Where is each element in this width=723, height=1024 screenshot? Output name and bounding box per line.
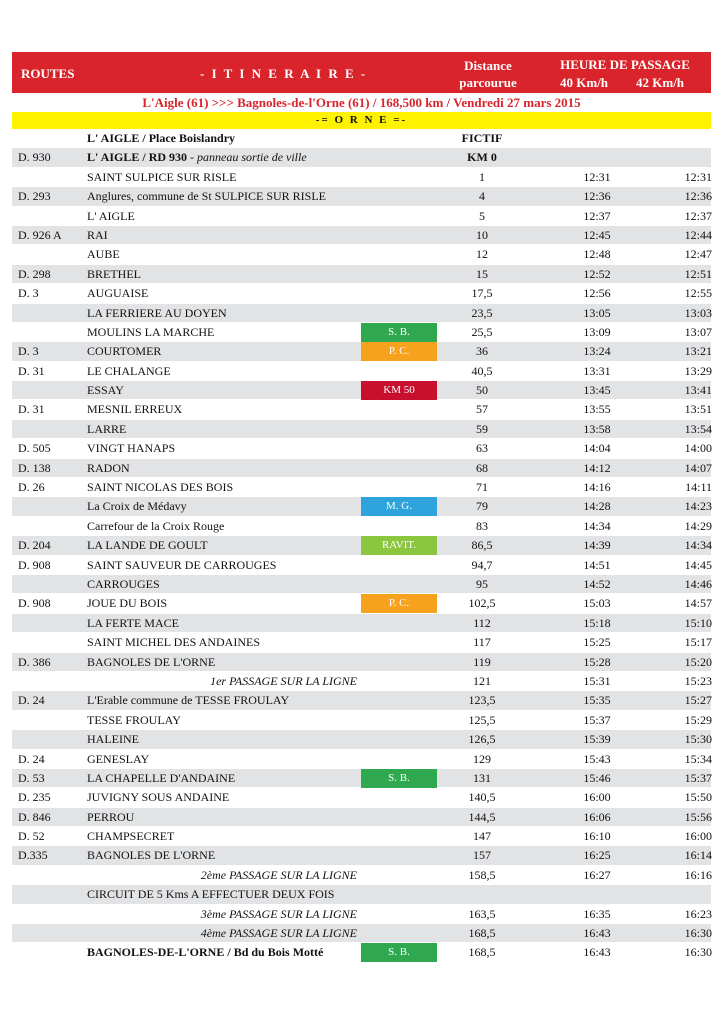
table-row [12, 439, 711, 458]
time-40-cell: 12:48 [583, 247, 611, 262]
distance-cell: 112 [473, 615, 491, 630]
place-cell: BAGNOLES-DE-L'ORNE / Bd du Bois Motté [87, 945, 324, 960]
place-cell: LE CHALANGE [87, 363, 171, 378]
time-40-cell: 15:18 [583, 615, 611, 630]
distance-cell [442, 885, 522, 904]
time-42-cell: 16:30 [684, 926, 712, 941]
header-distance: Distance [464, 58, 512, 73]
time-42-cell: 12:36 [684, 189, 712, 204]
table-row [12, 245, 711, 264]
table-row [12, 924, 711, 943]
time-40-cell [552, 885, 642, 904]
time-42-cell: 12:47 [684, 247, 712, 262]
time-42-cell [632, 148, 712, 167]
distance-cell: 83 [476, 518, 488, 533]
distance-cell: 79 [476, 499, 488, 514]
place-cell: BAGNOLES DE L'ORNE [87, 848, 216, 863]
time-42-cell: 15:10 [684, 615, 712, 630]
place-cell: COURTOMER [87, 344, 162, 359]
distance-cell: 168,5 [468, 945, 496, 960]
time-42-cell: 16:23 [684, 906, 712, 921]
time-42-cell: 15:34 [684, 751, 712, 766]
table-row [12, 750, 711, 769]
time-42-cell: 14:00 [684, 441, 712, 456]
checkpoint-badge: M. G. [361, 497, 437, 516]
place-cell: AUGUAISE [87, 286, 149, 301]
route-cell: D. 31 [18, 402, 45, 417]
place-cell: ESSAY [87, 383, 124, 398]
place-cell: VINGT HANAPS [87, 441, 176, 456]
time-40-cell: 12:52 [583, 266, 611, 281]
checkpoint-badge: S. B. [361, 323, 437, 342]
distance-cell: 95 [476, 576, 488, 591]
time-42-cell: 15:20 [684, 654, 712, 669]
time-40-cell: 14:52 [583, 576, 611, 591]
time-40-cell: 13:45 [583, 383, 611, 398]
table-row [12, 400, 711, 419]
route-cell: D. 31 [18, 363, 45, 378]
table-row [12, 168, 711, 187]
place-cell: L' AIGLE / Place Boislandry [87, 131, 236, 145]
time-42-cell: 12:51 [684, 266, 712, 281]
route-cell: D.335 [18, 848, 48, 863]
place-cell: JUVIGNY SOUS ANDAINE [87, 790, 230, 805]
distance-cell: 144,5 [468, 809, 496, 824]
table-row [12, 129, 711, 148]
time-40-cell: 16:25 [583, 848, 611, 863]
time-42-cell: 15:56 [684, 809, 712, 824]
header-parcourue: parcourue [459, 75, 517, 90]
time-40-cell: 12:31 [583, 169, 611, 184]
time-40-cell: 15:46 [583, 770, 611, 785]
table-row [12, 284, 711, 303]
table-row [12, 226, 711, 245]
time-40-cell: 14:51 [583, 557, 611, 572]
route-cell: D. 3 [18, 286, 39, 301]
route-cell: D. 204 [18, 538, 51, 553]
table-row [12, 691, 711, 710]
place-cell: 3ème PASSAGE SUR LA LIGNE [200, 906, 357, 921]
time-42-cell: 15:27 [684, 693, 712, 708]
itinerary-sheet [12, 52, 711, 963]
time-42-cell: 16:30 [684, 945, 712, 960]
table-row [12, 788, 711, 807]
distance-cell: 50 [476, 383, 488, 398]
race-subtitle: L'Aigle (61) >>> Bagnoles-de-l'Orne (61) / 168,500 km / Vendredi 27 mars 2015 [142, 95, 581, 110]
route-cell: D. 926 A [18, 227, 62, 242]
time-40-cell [552, 129, 642, 148]
table-row [12, 885, 711, 904]
table-row [12, 207, 711, 226]
distance-cell: 40,5 [471, 363, 493, 378]
checkpoint-badge: S. B. [361, 769, 437, 788]
header-speed-42: 42 Km/h [636, 75, 685, 90]
table-row [12, 808, 711, 827]
distance-cell: 117 [473, 635, 491, 650]
itinerary-rows [12, 129, 711, 963]
checkpoint-badge: RAVIT. [361, 536, 437, 555]
time-40-cell: 15:39 [583, 732, 611, 747]
time-40-cell: 13:58 [583, 421, 611, 436]
distance-cell: 126,5 [468, 732, 496, 747]
time-40-cell: 12:45 [583, 227, 611, 242]
time-42-cell: 16:14 [684, 848, 712, 863]
table-row [12, 187, 711, 206]
route-cell: D. 908 [18, 596, 51, 611]
place-cell: CHAMPSECRET [87, 829, 175, 844]
place-cell: HALEINE [87, 732, 139, 747]
table-row [12, 420, 711, 439]
time-40-cell: 13:09 [583, 324, 611, 339]
route-cell: D. 908 [18, 557, 51, 572]
time-40-cell: 16:43 [583, 945, 611, 960]
time-42-cell: 13:03 [684, 305, 712, 320]
distance-cell: 147 [473, 829, 491, 844]
time-40-cell: 15:35 [583, 693, 611, 708]
route-cell: D. 386 [18, 654, 51, 669]
place-cell: 4ème PASSAGE SUR LA LIGNE [200, 926, 357, 941]
distance-cell: 102,5 [468, 596, 496, 611]
time-42-cell: 14:23 [684, 499, 712, 514]
time-40-cell [552, 148, 642, 167]
place-cell: MOULINS LA MARCHE [87, 324, 215, 339]
distance-cell: 157 [473, 848, 491, 863]
distance-cell: 10 [476, 227, 488, 242]
route-cell: D. 24 [18, 693, 45, 708]
time-42-cell: 15:23 [684, 673, 712, 688]
time-42-cell: 13:51 [684, 402, 712, 417]
table-row [12, 265, 711, 284]
distance-cell: 123,5 [468, 693, 496, 708]
place-cell: LA FERRIERE AU DOYEN [87, 305, 227, 320]
time-42-cell: 12:55 [684, 286, 712, 301]
header-routes: ROUTES [21, 66, 75, 81]
time-40-cell: 16:00 [583, 790, 611, 805]
route-cell: D. 846 [18, 809, 51, 824]
distance-cell: 68 [476, 460, 488, 475]
route-cell: D. 930 [18, 150, 51, 165]
time-40-cell: 15:43 [583, 751, 611, 766]
table-row [12, 866, 711, 885]
table-row [12, 497, 711, 516]
place-cell: SAINT SULPICE SUR RISLE [87, 169, 237, 184]
distance-cell: 131 [473, 770, 491, 785]
time-40-cell: 13:05 [583, 305, 611, 320]
place-cell: GENESLAY [87, 751, 150, 766]
table-row [12, 381, 711, 400]
distance-cell: 94,7 [471, 557, 493, 572]
time-42-cell: 13:29 [684, 363, 712, 378]
time-40-cell: 15:28 [583, 654, 611, 669]
place-cell: BRETHEL [87, 266, 141, 281]
time-42-cell: 13:54 [684, 421, 712, 436]
time-42-cell: 14:46 [684, 576, 712, 591]
distance-cell: 168,5 [468, 926, 496, 941]
time-40-cell: 16:27 [583, 867, 611, 882]
time-40-cell: 13:24 [583, 344, 611, 359]
place-cell: SAINT MICHEL DES ANDAINES [87, 635, 261, 650]
distance-cell: 63 [476, 441, 488, 456]
distance-cell: 15 [476, 266, 488, 281]
time-40-cell: 14:04 [583, 441, 611, 456]
time-40-cell: 16:35 [583, 906, 611, 921]
distance-cell: 86,5 [471, 538, 493, 553]
place-cell: SAINT SAUVEUR DE CARROUGES [87, 557, 277, 572]
time-40-cell: 15:25 [583, 635, 611, 650]
time-40-cell: 15:03 [583, 596, 611, 611]
place-note: - panneau sortie de ville [187, 150, 307, 165]
table-row [12, 478, 711, 497]
time-42-cell: 15:37 [684, 770, 712, 785]
department-banner: -= O R N E =- [12, 112, 711, 129]
place-cell: RADON [87, 460, 130, 475]
place-cell: 1er PASSAGE SUR LA LIGNE [210, 673, 357, 688]
table-row [12, 536, 711, 555]
time-40-cell: 13:31 [583, 363, 611, 378]
table-row [12, 653, 711, 672]
place-cell: SAINT NICOLAS DES BOIS [87, 480, 234, 495]
time-40-cell: 14:16 [583, 480, 611, 495]
distance-cell: FICTIF [461, 131, 503, 145]
place-cell: LA CHAPELLE D'ANDAINE [87, 770, 236, 785]
distance-cell: 163,5 [468, 906, 496, 921]
route-cell: D. 52 [18, 829, 45, 844]
distance-cell: 4 [479, 189, 485, 204]
time-42-cell: 13:07 [684, 324, 712, 339]
distance-cell: 1 [479, 169, 485, 184]
time-40-cell: 15:31 [583, 673, 611, 688]
time-42-cell [632, 885, 712, 904]
time-40-cell: 13:55 [583, 402, 611, 417]
place-cell: AUBE [87, 247, 120, 262]
time-42-cell: 13:21 [684, 344, 712, 359]
distance-cell: 17,5 [471, 286, 493, 301]
distance-cell: 129 [473, 751, 491, 766]
time-42-cell: 15:30 [684, 732, 712, 747]
time-42-cell: 15:17 [684, 635, 712, 650]
table-row [12, 323, 711, 342]
route-cell: D. 24 [18, 751, 45, 766]
place-cell: Anglures, commune de St SULPICE SUR RISLE [87, 189, 326, 204]
time-42-cell [632, 129, 712, 148]
distance-cell: 119 [473, 654, 491, 669]
table-row [12, 905, 711, 924]
place-cell: L' AIGLE [87, 208, 135, 223]
table-row [12, 711, 711, 730]
table-row [12, 672, 711, 691]
place-cell: La Croix de Médavy [87, 499, 187, 514]
time-40-cell: 15:37 [583, 712, 611, 727]
checkpoint-badge: KM 50 [361, 381, 437, 400]
route-cell: D. 53 [18, 770, 45, 785]
distance-cell: 140,5 [468, 790, 496, 805]
table-row [12, 943, 711, 962]
time-42-cell: 13:41 [684, 383, 712, 398]
time-40-cell: 12:37 [583, 208, 611, 223]
time-40-cell: 12:56 [583, 286, 611, 301]
time-42-cell: 12:37 [684, 208, 712, 223]
time-42-cell: 12:44 [684, 227, 712, 242]
distance-cell: 125,5 [468, 712, 496, 727]
route-cell: D. 505 [18, 441, 51, 456]
route-cell: D. 298 [18, 266, 51, 281]
distance-cell: 5 [479, 208, 485, 223]
table-row [12, 148, 711, 167]
checkpoint-badge: P. C. [361, 342, 437, 361]
time-40-cell: 12:36 [583, 189, 611, 204]
route-cell: D. 293 [18, 189, 51, 204]
time-42-cell: 12:31 [684, 169, 712, 184]
header-itineraire: - I T I N E R A I R E - [200, 66, 368, 81]
table-row [12, 827, 711, 846]
header-speed-40: 40 Km/h [560, 75, 609, 90]
time-42-cell: 15:29 [684, 712, 712, 727]
distance-cell: KM 0 [467, 150, 497, 165]
distance-cell: 12 [476, 247, 488, 262]
time-40-cell: 14:34 [583, 518, 611, 533]
place-cell: LA LANDE DE GOULT [87, 538, 208, 553]
place-cell: L'Erable commune de TESSE FROULAY [87, 693, 290, 708]
checkpoint-badge: P. C. [361, 594, 437, 613]
time-42-cell: 14:34 [684, 538, 712, 553]
time-40-cell: 14:39 [583, 538, 611, 553]
place-cell: JOUE DU BOIS [87, 596, 168, 611]
route-cell: D. 138 [18, 460, 51, 475]
time-42-cell: 14:45 [684, 557, 712, 572]
route-cell: D. 3 [18, 344, 39, 359]
table-row [12, 614, 711, 633]
time-40-cell: 16:10 [583, 829, 611, 844]
place-cell: Carrefour de la Croix Rouge [87, 518, 225, 533]
time-42-cell: 14:11 [685, 480, 712, 495]
distance-cell: 36 [476, 344, 488, 359]
distance-cell: 71 [476, 480, 488, 495]
place-cell: L' AIGLE / RD 930 - panneau sortie de ville [87, 150, 307, 165]
place-cell: RAI [87, 227, 108, 242]
place-cell: BAGNOLES DE L'ORNE [87, 654, 216, 669]
time-42-cell: 14:29 [684, 518, 712, 533]
distance-cell: 23,5 [471, 305, 493, 320]
table-row [12, 769, 711, 788]
place-cell: MESNIL ERREUX [87, 402, 183, 417]
place-cell: CIRCUIT DE 5 Kms A EFFECTUER DEUX FOIS [87, 887, 335, 902]
table-row [12, 362, 711, 381]
table-row [12, 517, 711, 536]
table-header [12, 52, 711, 93]
time-42-cell: 14:07 [684, 460, 712, 475]
place-cell: LA FERTE MACE [87, 615, 179, 630]
route-cell: D. 26 [18, 480, 45, 495]
table-row [12, 730, 711, 749]
time-42-cell: 15:50 [684, 790, 712, 805]
distance-cell: 121 [473, 673, 491, 688]
distance-cell: 158,5 [468, 867, 496, 882]
time-42-cell: 14:57 [684, 596, 712, 611]
distance-cell: 57 [476, 402, 488, 417]
table-row [12, 575, 711, 594]
place-cell: PERROU [87, 809, 135, 824]
time-40-cell: 16:43 [583, 926, 611, 941]
place-cell: 2ème PASSAGE SUR LA LIGNE [200, 867, 357, 882]
time-40-cell: 14:12 [583, 460, 611, 475]
distance-cell: 25,5 [471, 324, 493, 339]
table-row [12, 633, 711, 652]
time-40-cell: 14:28 [583, 499, 611, 514]
time-42-cell: 16:00 [684, 829, 712, 844]
table-row [12, 459, 711, 478]
table-row [12, 594, 711, 613]
table-row [12, 342, 711, 361]
time-40-cell: 16:06 [583, 809, 611, 824]
distance-cell: 59 [476, 421, 488, 436]
table-row [12, 304, 711, 323]
place-cell: LARRE [87, 421, 127, 436]
place-cell: TESSE FROULAY [87, 712, 181, 727]
table-row [12, 556, 711, 575]
time-42-cell: 16:16 [684, 867, 712, 882]
route-cell: D. 235 [18, 790, 51, 805]
header-heure-de-passage: HEURE DE PASSAGE [560, 57, 690, 72]
place-cell: CARROUGES [87, 576, 160, 591]
table-row [12, 846, 711, 865]
checkpoint-badge: S. B. [361, 943, 437, 962]
